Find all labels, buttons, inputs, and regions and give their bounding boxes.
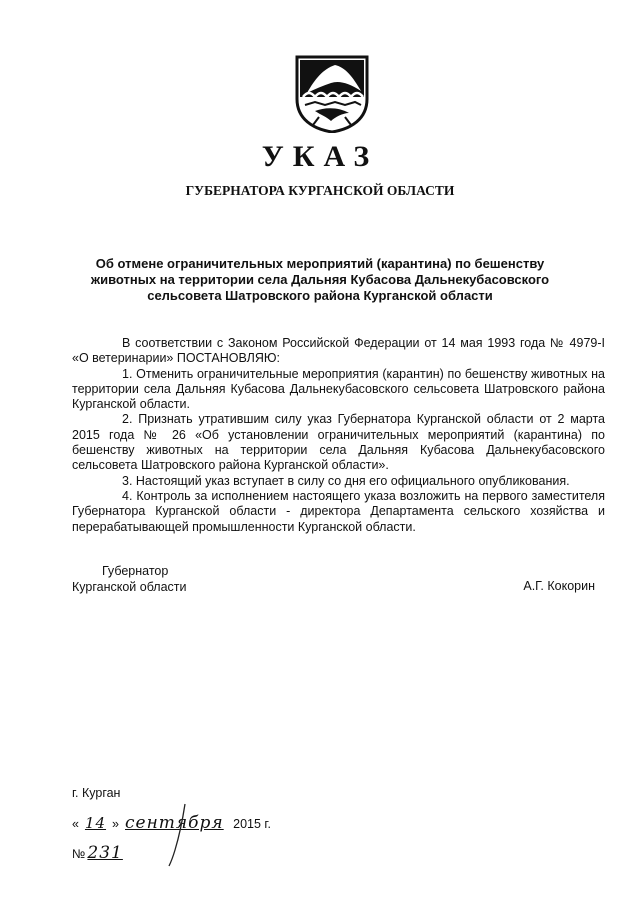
date-close-quote: »: [112, 817, 119, 831]
decree-title: УКАЗ: [261, 140, 379, 173]
heading-line: сельсовета Шатровского района Курганской области: [147, 288, 493, 303]
decree-issuer: ГУБЕРНАТОРА КУРГАНСКОЙ ОБЛАСТИ: [185, 183, 455, 198]
decree-heading: [0, 256, 640, 304]
decree-item-1: 1. Отменить ограничительные мероприятия (карантин) по бешенству животных на территории села Дальняя Кубасова Дальнекубасовского сельсовета Шатровского района Курганской области.: [72, 366, 605, 412]
decree-item-4: 4. Контроль за исполнением настоящего указа возложить на первого заместителя Губернатора Курганской области - директора Департамента сельского хозяйства и перерабатывающей промышленности Курганской области.: [72, 488, 605, 534]
date-month-handwritten: сентября: [125, 813, 224, 833]
decree-item-3: 3. Настоящий указ вступает в силу со дня его официального опубликования.: [122, 473, 570, 488]
signatory-title: Губернатор: [102, 564, 169, 578]
signatory-name: А.Г. Кокорин: [523, 579, 595, 593]
issue-place: г. Курган: [72, 786, 121, 800]
decree-item-2: 2. Признать утратившим силу указ Губернатора Курганской области от 2 марта 2015 года № 26 «Об установлении ограничительных мероприятий (карантина) по бешенству животных на территории села Дальняя Кубасова Дальнекубасовского сельсовета Шатровского района Курганской области».: [72, 412, 605, 473]
decree-number: [72, 843, 123, 863]
heading-line: животных на территории села Дальняя Кубасова Дальнекубасовского: [90, 272, 550, 287]
coat-of-arms-icon: [295, 55, 369, 133]
date-day-handwritten: 14: [84, 814, 107, 832]
number-handwritten: 231: [87, 843, 123, 863]
date-open-quote: «: [72, 817, 79, 831]
handwritten-stroke-mark: [155, 800, 195, 870]
signatory-region: Курганской области: [72, 580, 187, 594]
number-prefix: №: [72, 847, 86, 861]
signatory-position: [72, 563, 187, 595]
decree-body: [72, 336, 605, 535]
date-year: 2015 г.: [233, 817, 271, 831]
preamble-paragraph: В соответствии с Законом Российской Федерации от 14 мая 1993 года № 4979-I «О ветеринарии» ПОСТАНОВЛЯЮ:: [72, 336, 605, 366]
heading-line: Об отмене ограничительных мероприятий (карантина) по бешенству: [95, 256, 545, 271]
